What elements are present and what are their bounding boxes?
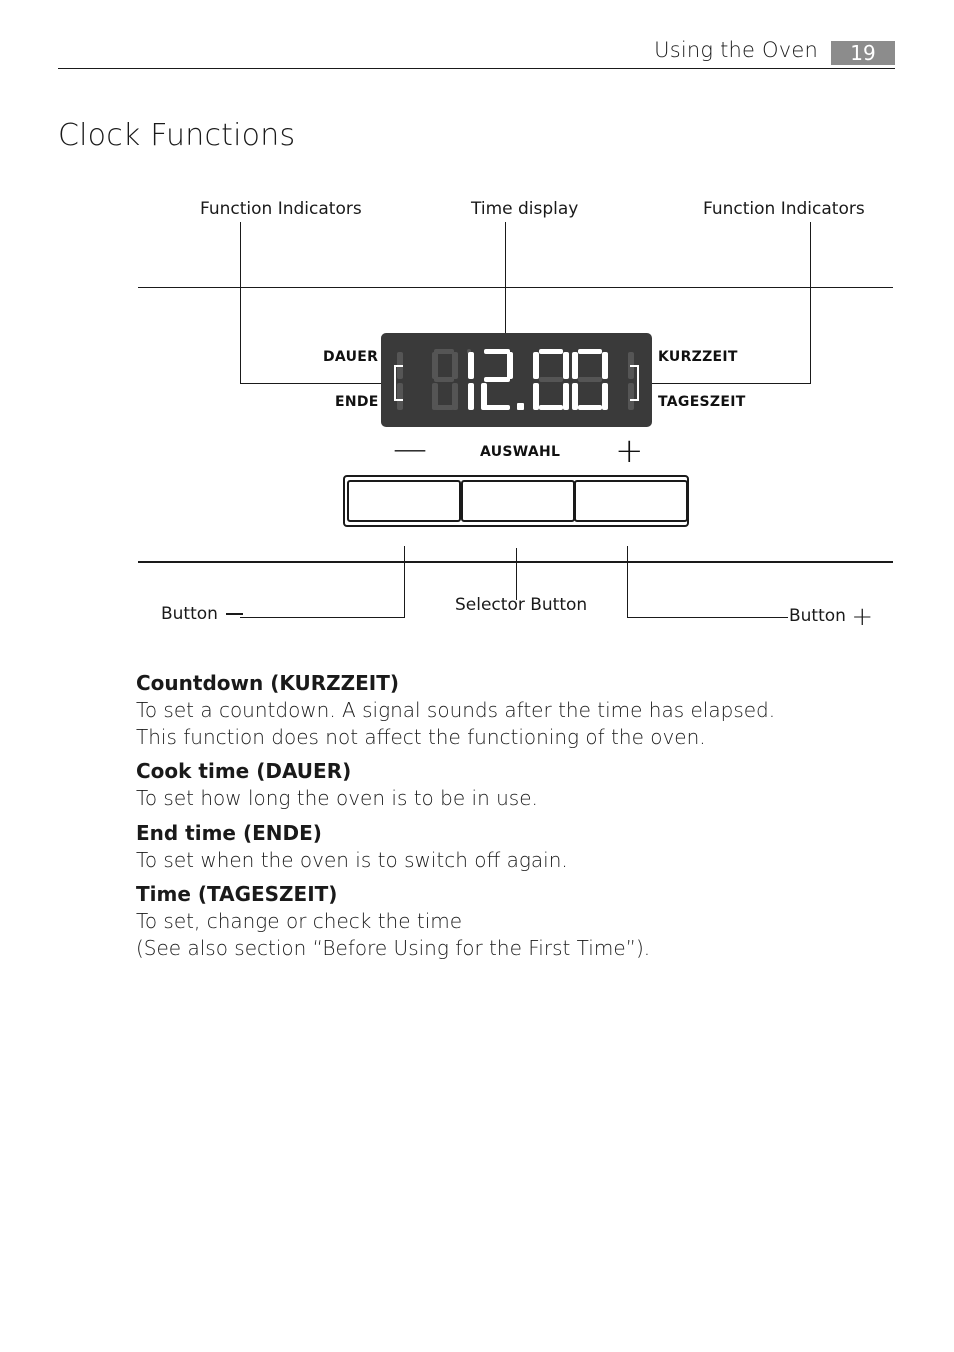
leader-line — [240, 222, 241, 384]
leader-line — [240, 617, 405, 618]
function-cook-time — [136, 758, 896, 812]
function-text: To set, change or check the time — [136, 909, 463, 933]
indicator-label-dauer: DAUER — [323, 349, 379, 365]
callout-function-indicators-left: Function Indicators — [200, 199, 362, 219]
selector-label: AUSWAHL — [480, 444, 561, 460]
function-heading: Countdown (KURZZEIT) — [136, 671, 400, 695]
leader-line — [627, 617, 788, 618]
running-header: Using the Oven — [654, 38, 818, 62]
function-countdown — [136, 670, 896, 751]
leader-line — [240, 383, 382, 384]
callout-button-minus — [161, 604, 243, 624]
callout-button-plus — [789, 604, 873, 630]
callout-selector-button: Selector Button — [455, 595, 588, 615]
indicator-label-tageszeit: TAGESZEIT — [658, 394, 746, 410]
page-number: 19 — [831, 41, 895, 65]
function-heading: Time (TAGESZEIT) — [136, 882, 338, 906]
leader-line — [651, 383, 811, 384]
indicator-label-kurzzeit: KURZZEIT — [658, 349, 738, 365]
function-text: (See also section “Before Using for the First Time”). — [136, 936, 651, 960]
callout-button-minus-text: Button — [161, 604, 218, 624]
minus-glyph-icon — [226, 613, 243, 615]
function-heading: Cook time (DAUER) — [136, 759, 352, 783]
plus-button[interactable] — [574, 480, 688, 522]
callout-time-display: Time display — [471, 199, 579, 219]
function-heading: End time (ENDE) — [136, 821, 322, 845]
button-panel — [343, 475, 689, 527]
function-time — [136, 881, 896, 962]
panel-top-edge — [138, 287, 893, 288]
leader-line — [627, 546, 628, 618]
indicator-label-ende: ENDE — [335, 394, 379, 410]
leader-line — [505, 222, 506, 346]
plus-glyph-icon: + — [851, 602, 874, 632]
minus-symbol: — — [393, 429, 427, 469]
minus-button[interactable] — [347, 480, 461, 522]
leader-line — [404, 546, 405, 618]
segment-digits — [395, 349, 638, 410]
function-end-time — [136, 820, 896, 874]
plus-symbol: + — [615, 431, 644, 471]
leader-line — [810, 222, 811, 384]
page-title: Clock Functions — [58, 118, 296, 153]
leader-line — [516, 548, 517, 600]
seven-segment-readout — [381, 333, 652, 427]
callout-button-plus-text: Button — [789, 606, 846, 626]
callout-function-indicators-right: Function Indicators — [703, 199, 865, 219]
function-text: To set when the oven is to switch off again. — [136, 848, 568, 872]
function-text: This function does not affect the functioning of the oven. — [136, 725, 706, 749]
selector-button[interactable] — [461, 480, 575, 522]
time-display — [381, 333, 652, 427]
function-text: To set how long the oven is to be in use. — [136, 786, 538, 810]
header-rule — [58, 68, 895, 69]
function-text: To set a countdown. A signal sounds after the time has elapsed. — [136, 698, 776, 722]
